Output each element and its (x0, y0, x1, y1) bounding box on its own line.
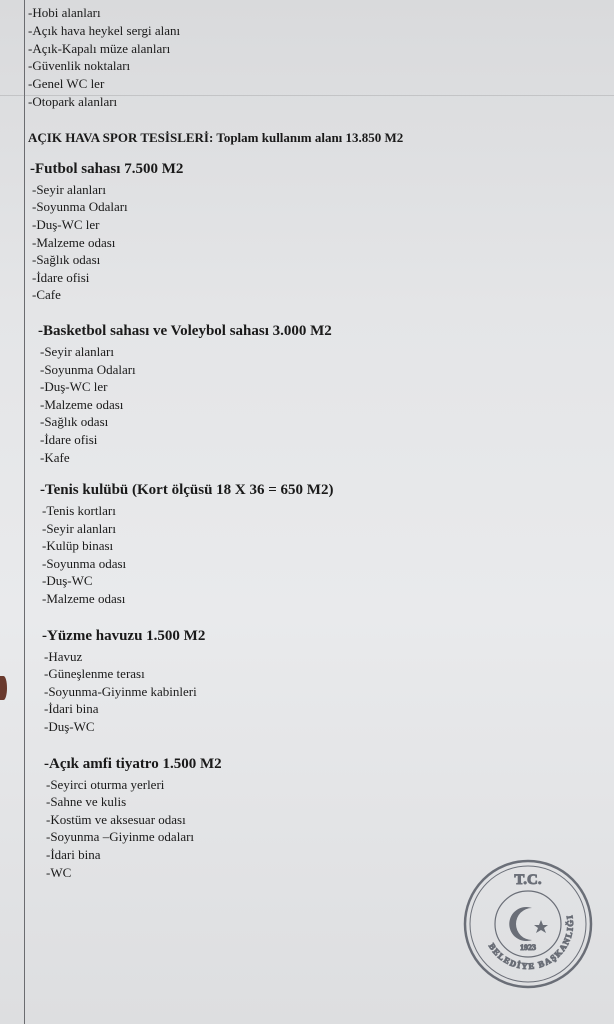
list-item: -İdari bina (46, 847, 101, 862)
section-title: -Tenis kulübü (Kort ölçüsü 18 X 36 = 650 M2) (40, 482, 334, 499)
seal-ring-textpath: BELEDİYE BAŞKANLIĞI (486, 913, 576, 972)
list-item: -Tenis kortları (42, 503, 116, 519)
section-items (42, 648, 588, 736)
list-item: -Duş-WC ler (40, 379, 108, 395)
list-item: -Güneşlenme terası (44, 666, 145, 682)
list-item: -Sağlık odası (32, 252, 101, 268)
section-items (40, 502, 588, 608)
star-icon (534, 920, 548, 933)
list-item: -Sahne ve kulis (46, 794, 127, 810)
crescent-icon (509, 907, 532, 941)
list-item: -İdare ofisi (40, 431, 98, 447)
list-item: -Soyunma odası (42, 555, 127, 571)
section-title: -Yüzme havuzu 1.500 M2 (42, 627, 206, 644)
list-item: -Kostüm ve aksesuar odası (46, 811, 186, 827)
section-football (30, 159, 588, 304)
list-item: -Kulüp binası (42, 538, 114, 554)
list-item: -Duş-WC (44, 719, 95, 735)
list-item: -Duş-WC (42, 573, 93, 589)
list-item: -Seyir alanları (42, 520, 116, 536)
list-item: -İdare ofisi (32, 269, 90, 285)
list-item: -Cafe (32, 287, 61, 303)
list-item: -Soyunma-Giyinme kabinleri (44, 683, 197, 699)
list-item: -Malzeme odası (40, 396, 124, 412)
list-item: -Sağlık odası (40, 414, 109, 430)
list-item: -İdari bina (44, 701, 99, 717)
list-item: -Seyir alanları (40, 343, 114, 359)
list-item: -Hobi alanları (28, 5, 101, 20)
section-title: -Futbol sahası 7.500 M2 (30, 160, 184, 177)
list-item: -Soyunma –Giyinme odaları (46, 829, 195, 845)
top-list (28, 4, 588, 111)
list-item: -Açık hava heykel sergi alanı (28, 22, 181, 38)
edge-mark (0, 676, 7, 700)
margin-line (24, 0, 25, 1024)
list-item: -Seyir alanları (32, 181, 106, 197)
section-tennis (40, 480, 588, 608)
seal-year: 1923 (520, 943, 536, 952)
section-title: -Açık amfi tiyatro 1.500 M2 (44, 755, 222, 772)
list-item: -Açık-Kapalı müze alanları (28, 40, 171, 56)
list-item: -Havuz (44, 648, 83, 664)
list-item: -Kafe (40, 449, 70, 465)
list-item: -Soyunma Odaları (32, 199, 128, 215)
seal-top-text: T.C. (514, 872, 542, 888)
document-content (28, 4, 588, 881)
list-item: -Duş-WC ler (32, 216, 100, 232)
section-pool (42, 626, 588, 736)
section-items (30, 181, 588, 304)
list-item: -Malzeme odası (42, 591, 126, 607)
section-basketball (38, 321, 588, 466)
list-item: -Güvenlik noktaları (28, 58, 131, 74)
list-item: -WC (46, 864, 72, 880)
list-item: -Seyirci oturma yerleri (46, 776, 165, 792)
list-item: -Genel WC ler (28, 76, 105, 92)
main-heading: AÇIK HAVA SPOR TESİSLERİ: Toplam kullanım alanı 13.850 M2 (28, 129, 404, 145)
official-seal-stamp (462, 858, 594, 990)
list-item: -Malzeme odası (32, 234, 116, 250)
list-item: -Otopark alanları (28, 93, 118, 109)
section-items (38, 343, 588, 466)
list-item: -Soyunma Odaları (40, 361, 136, 377)
section-title: -Basketbol sahası ve Voleybol sahası 3.000 M2 (38, 322, 332, 339)
